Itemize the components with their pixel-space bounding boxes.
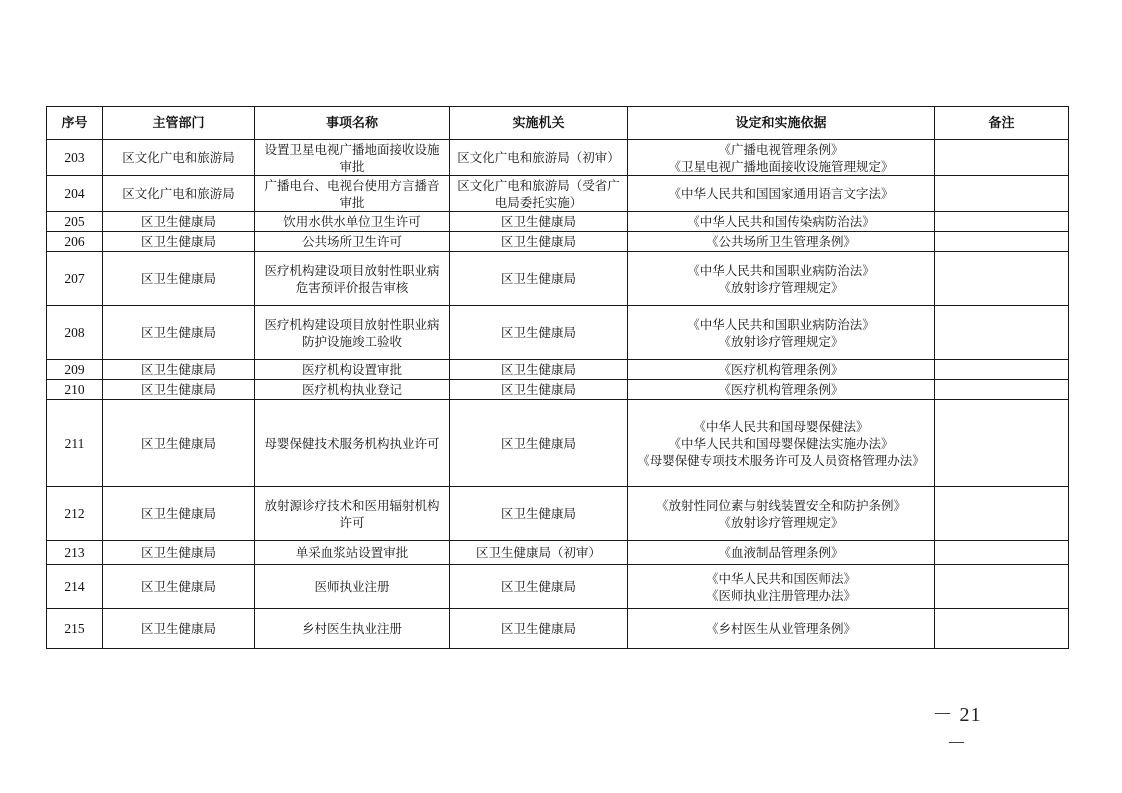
row-index: 210 <box>47 380 103 400</box>
row-department: 区卫生健康局 <box>103 565 255 609</box>
row-department: 区卫生健康局 <box>103 380 255 400</box>
table-row <box>47 380 1069 400</box>
row-legal-basis <box>628 541 935 565</box>
legal-basis-line: 《放射诊疗管理规定》 <box>718 333 844 349</box>
table-header-row <box>47 107 1069 140</box>
header-implementing-agency: 实施机关 <box>450 107 628 140</box>
row-remarks <box>935 400 1069 487</box>
table-row <box>47 609 1069 649</box>
row-implementing-agency: 区卫生健康局 <box>450 212 628 232</box>
legal-basis-line: 《卫星电视广播地面接收设施管理规定》 <box>668 158 894 174</box>
row-index: 205 <box>47 212 103 232</box>
row-index: 213 <box>47 541 103 565</box>
legal-basis-line: 《公共场所卫生管理条例》 <box>705 234 856 249</box>
row-department: 区文化广电和旅游局 <box>103 176 255 212</box>
row-department: 区卫生健康局 <box>103 541 255 565</box>
legal-basis-line: 《放射性同位素与射线装置安全和防护条例》 <box>655 497 906 513</box>
row-legal-basis <box>628 252 935 306</box>
table-row <box>47 360 1069 380</box>
row-remarks <box>935 252 1069 306</box>
approval-items-table <box>46 106 1069 649</box>
row-item-name: 乡村医生执业注册 <box>255 609 450 649</box>
table-row <box>47 565 1069 609</box>
row-legal-basis <box>628 400 935 487</box>
row-index: 209 <box>47 360 103 380</box>
row-remarks <box>935 565 1069 609</box>
row-department: 区卫生健康局 <box>103 212 255 232</box>
row-remarks <box>935 380 1069 400</box>
row-implementing-agency: 区卫生健康局 <box>450 232 628 252</box>
row-legal-basis <box>628 140 935 176</box>
legal-basis-line: 《医疗机构管理条例》 <box>718 362 844 377</box>
table-row <box>47 487 1069 541</box>
row-index: 207 <box>47 252 103 306</box>
legal-basis-line: 《中华人民共和国职业病防治法》 <box>687 262 875 278</box>
row-implementing-agency: 区文化广电和旅游局（初审） <box>450 140 628 176</box>
row-item-name: 医疗机构建设项目放射性职业病危害预评价报告审核 <box>255 252 450 306</box>
row-legal-basis <box>628 176 935 212</box>
row-implementing-agency: 区卫生健康局 <box>450 609 628 649</box>
row-index: 215 <box>47 609 103 649</box>
header-item-name: 事项名称 <box>255 107 450 140</box>
row-remarks <box>935 212 1069 232</box>
row-remarks <box>935 176 1069 212</box>
row-item-name: 医疗机构执业登记 <box>255 380 450 400</box>
row-legal-basis <box>628 487 935 541</box>
row-remarks <box>935 487 1069 541</box>
table-row <box>47 176 1069 212</box>
legal-basis-line: 《广播电视管理条例》 <box>718 141 844 157</box>
legal-basis-line: 《乡村医生从业管理条例》 <box>705 621 856 636</box>
row-index: 212 <box>47 487 103 541</box>
row-remarks <box>935 306 1069 360</box>
row-item-name: 医疗机构设置审批 <box>255 360 450 380</box>
row-implementing-agency: 区卫生健康局 <box>450 487 628 541</box>
row-department: 区卫生健康局 <box>103 306 255 360</box>
legal-basis-line: 《中华人民共和国国家通用语言文字法》 <box>668 186 894 201</box>
row-remarks <box>935 232 1069 252</box>
row-department: 区卫生健康局 <box>103 360 255 380</box>
row-index: 208 <box>47 306 103 360</box>
row-legal-basis <box>628 380 935 400</box>
row-department: 区卫生健康局 <box>103 609 255 649</box>
row-department: 区卫生健康局 <box>103 487 255 541</box>
row-legal-basis <box>628 212 935 232</box>
legal-basis-line: 《医师执业注册管理办法》 <box>705 587 856 603</box>
table-row <box>47 232 1069 252</box>
row-item-name: 单采血浆站设置审批 <box>255 541 450 565</box>
legal-basis-line: 《中华人民共和国医师法》 <box>705 570 856 586</box>
legal-basis-line: 《中华人民共和国传染病防治法》 <box>687 214 875 229</box>
row-department: 区卫生健康局 <box>103 232 255 252</box>
legal-basis-line: 《中华人民共和国母婴保健法实施办法》 <box>668 435 894 451</box>
table-row <box>47 140 1069 176</box>
row-implementing-agency: 区卫生健康局 <box>450 252 628 306</box>
row-item-name: 母婴保健技术服务机构执业许可 <box>255 400 450 487</box>
legal-basis-line: 《母婴保健专项技术服务许可及人员资格管理办法》 <box>637 452 925 468</box>
row-legal-basis <box>628 360 935 380</box>
table-body <box>47 140 1069 649</box>
row-legal-basis <box>628 609 935 649</box>
row-item-name: 放射源诊疗技术和医用辐射机构许可 <box>255 487 450 541</box>
row-index: 204 <box>47 176 103 212</box>
legal-basis-line: 《医疗机构管理条例》 <box>718 382 844 397</box>
legal-basis-line: 《中华人民共和国职业病防治法》 <box>687 316 875 332</box>
page-number: － 21 － <box>932 704 982 755</box>
header-remarks: 备注 <box>935 107 1069 140</box>
row-item-name: 广播电台、电视台使用方言播音审批 <box>255 176 450 212</box>
row-item-name: 设置卫星电视广播地面接收设施审批 <box>255 140 450 176</box>
legal-basis-line: 《中华人民共和国母婴保健法》 <box>693 418 869 434</box>
row-implementing-agency: 区卫生健康局 <box>450 565 628 609</box>
row-index: 203 <box>47 140 103 176</box>
row-implementing-agency: 区卫生健康局 <box>450 400 628 487</box>
row-item-name: 公共场所卫生许可 <box>255 232 450 252</box>
row-department: 区文化广电和旅游局 <box>103 140 255 176</box>
row-department: 区卫生健康局 <box>103 252 255 306</box>
legal-basis-line: 《放射诊疗管理规定》 <box>718 514 844 530</box>
table-row <box>47 400 1069 487</box>
row-remarks <box>935 609 1069 649</box>
table-row <box>47 252 1069 306</box>
row-index: 214 <box>47 565 103 609</box>
header-department: 主管部门 <box>103 107 255 140</box>
row-item-name: 医疗机构建设项目放射性职业病防护设施竣工验收 <box>255 306 450 360</box>
row-remarks <box>935 140 1069 176</box>
row-implementing-agency: 区卫生健康局 <box>450 380 628 400</box>
row-implementing-agency: 区卫生健康局 <box>450 360 628 380</box>
header-legal-basis: 设定和实施依据 <box>628 107 935 140</box>
legal-basis-line: 《血液制品管理条例》 <box>718 545 844 560</box>
row-implementing-agency: 区卫生健康局 <box>450 306 628 360</box>
row-remarks <box>935 360 1069 380</box>
header-index: 序号 <box>47 107 103 140</box>
row-remarks <box>935 541 1069 565</box>
table-row <box>47 541 1069 565</box>
row-legal-basis <box>628 232 935 252</box>
row-implementing-agency: 区文化广电和旅游局（受省广电局委托实施） <box>450 176 628 212</box>
table-row <box>47 212 1069 232</box>
row-item-name: 医师执业注册 <box>255 565 450 609</box>
row-legal-basis <box>628 565 935 609</box>
row-item-name: 饮用水供水单位卫生许可 <box>255 212 450 232</box>
legal-basis-line: 《放射诊疗管理规定》 <box>718 279 844 295</box>
row-index: 211 <box>47 400 103 487</box>
row-index: 206 <box>47 232 103 252</box>
row-implementing-agency: 区卫生健康局（初审） <box>450 541 628 565</box>
row-department: 区卫生健康局 <box>103 400 255 487</box>
row-legal-basis <box>628 306 935 360</box>
table-row <box>47 306 1069 360</box>
